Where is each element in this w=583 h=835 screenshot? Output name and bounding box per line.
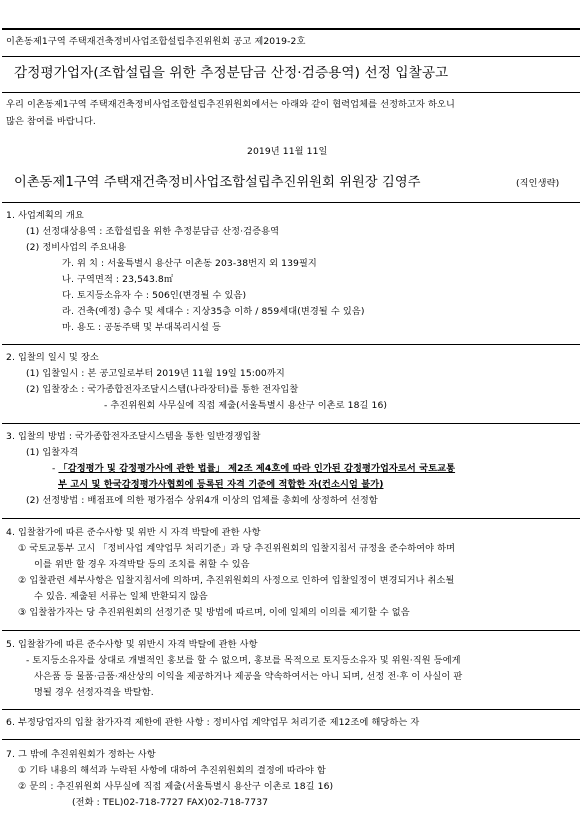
notice-date: 2019년 11월 11일 — [247, 146, 328, 157]
top-rule — [2, 28, 580, 30]
section-4-line: ① 국토교통부 고시 「정비사업 계약업무 처리기준」과 당 추진위원회의 입찰지침서 규정을 준수하여야 하며 — [18, 543, 456, 554]
section-7-title: 7. 그 밖에 추진위원회가 정하는 사항 — [6, 749, 156, 760]
section-6-title: 6. 부정당업자의 입찰 참가자격 제한에 관한 사항 : 정비사업 계약업무 처리기준 제12조에 해당하는 자 — [6, 717, 420, 728]
section-5-line: - 토지등소유자를 상대로 개별적인 홍보를 할 수 없으며, 홍보를 목적으로 토지등소유자 및 위원·직원 등에게 — [26, 655, 461, 666]
section-7-line: ② 문의 : 추진위원회 사무실에 직접 제출(서울특별시 용산구 이촌로 18길 16) — [18, 781, 334, 792]
dash-marker: - — [52, 463, 59, 474]
section-1-line: 마. 용도 : 공동주택 및 부대복리시설 등 — [62, 322, 221, 333]
intro-text: 많은 참여를 바랍니다. — [6, 116, 96, 127]
notice-number: 이촌동제1구역 주택재건축정비사업조합설립추진위원회 공고 제2019-2호 — [6, 36, 306, 47]
seal-note: (직인생략) — [516, 178, 560, 189]
section-1-line: 다. 토지등소유자 수 : 506인(변경될 수 있음) — [62, 290, 247, 301]
divider — [2, 92, 580, 93]
divider — [2, 423, 580, 424]
divider — [2, 630, 580, 631]
section-3-line: (1) 입찰자격 — [26, 447, 79, 458]
section-4-line: ② 입찰관련 세부사항은 입찰지침서에 의하며, 추진위원회의 사정으로 인하여 입찰일정이 변경되거나 취소될 — [18, 575, 455, 586]
qualification-text: 「감정평가 및 감정평가사에 관한 법률」 제2조 제4호에 따라 인가된 감정평가업자로서 국토교통 — [58, 463, 456, 474]
section-1-line: (2) 정비사업의 주요내용 — [26, 242, 127, 253]
intro-text: 우리 이촌동제1구역 주택재건축정비사업조합설립추진위원회에서는 아래와 같이 협력업체를 선정하고자 하오니 — [6, 99, 455, 110]
section-5-line: 명될 경우 선정자격을 박탈함. — [34, 687, 154, 698]
section-2-line: - 추진위원회 사무실에 직접 제출(서울특별시 용산구 이촌로 18길 16) — [104, 400, 388, 411]
section-4-title: 4. 입찰참가에 따른 준수사항 및 위반 시 자격 박탈에 관한 사항 — [6, 527, 261, 538]
qualification-text: 부 고시 및 한국감정평가사협회에 등록된 자격 기준에 적합한 자(컨소시엄 불가) — [58, 479, 384, 490]
divider — [2, 344, 580, 345]
section-1-line: 라. 건축(예정) 층수 및 세대수 : 지상35층 이하 / 859세대(변경될 수 있음) — [62, 306, 365, 317]
section-7-line: ① 기타 내용의 해석과 누락된 사항에 대하여 추진위원회의 결정에 따라야 함 — [18, 765, 326, 776]
section-2-line: (1) 입찰일시 : 본 공고일로부터 2019년 11월 19일 15:00까지 — [26, 368, 285, 379]
section-1-line: (1) 선정대상용역 : 조합설립을 위한 추정분담금 산정·검증용역 — [26, 226, 280, 237]
section-5-line: 사은품 등 물품·금품·재산상의 이익을 제공하거나 제공을 약속하여서는 아니 되며, 선정 전·후 이 사실이 판 — [34, 671, 463, 682]
divider — [2, 518, 580, 519]
divider — [2, 709, 580, 710]
section-3-title: 3. 입찰의 방법 : 국가종합전자조달시스템을 통한 일반경쟁입찰 — [6, 431, 261, 442]
section-4-line: 수 있음. 제출된 서류는 일체 반환되지 않음 — [34, 591, 208, 602]
divider — [2, 739, 580, 740]
section-2-title: 2. 입찰의 일시 및 장소 — [6, 352, 99, 363]
divider — [2, 56, 580, 57]
issuer-name: 이촌동제1구역 주택재건축정비사업조합설립추진위원회 위원장 김영주 — [14, 175, 421, 190]
section-3-line: (2) 선정방법 : 배점표에 의한 평가점수 상위4개 이상의 업체를 총회에 상정하여 선정함 — [26, 495, 378, 506]
section-4-line: ③ 입찰참가자는 당 추진위원회의 선정기준 및 방법에 따르며, 이에 일체의 이의를 제기할 수 없음 — [18, 607, 410, 618]
section-1-title: 1. 사업계획의 개요 — [6, 210, 84, 221]
section-3-line — [52, 463, 455, 475]
contact-line: (전화 : TEL)02-718-7727 FAX)02-718-7737 — [72, 797, 269, 808]
section-2-line: (2) 입찰장소 : 국가종합전자조달시스템(나라장터)를 통한 전자입찰 — [26, 384, 299, 395]
page-title: 감정평가업자(조합설립을 위한 추정분담금 산정·검증용역) 선정 입찰공고 — [14, 65, 449, 81]
section-1-line: 가. 위 치 : 서울특별시 용산구 이촌동 203-38번지 외 139필지 — [62, 258, 317, 269]
section-5-title: 5. 입찰참가에 따른 준수사항 및 위반시 자격 박탈에 관한 사항 — [6, 639, 258, 650]
section-4-line: 이를 위반 할 경우 자격박탈 등의 조치를 취할 수 있음 — [34, 559, 250, 570]
divider — [2, 202, 580, 203]
section-1-line: 나. 구역면적 : 23,543.8㎡ — [62, 274, 174, 285]
